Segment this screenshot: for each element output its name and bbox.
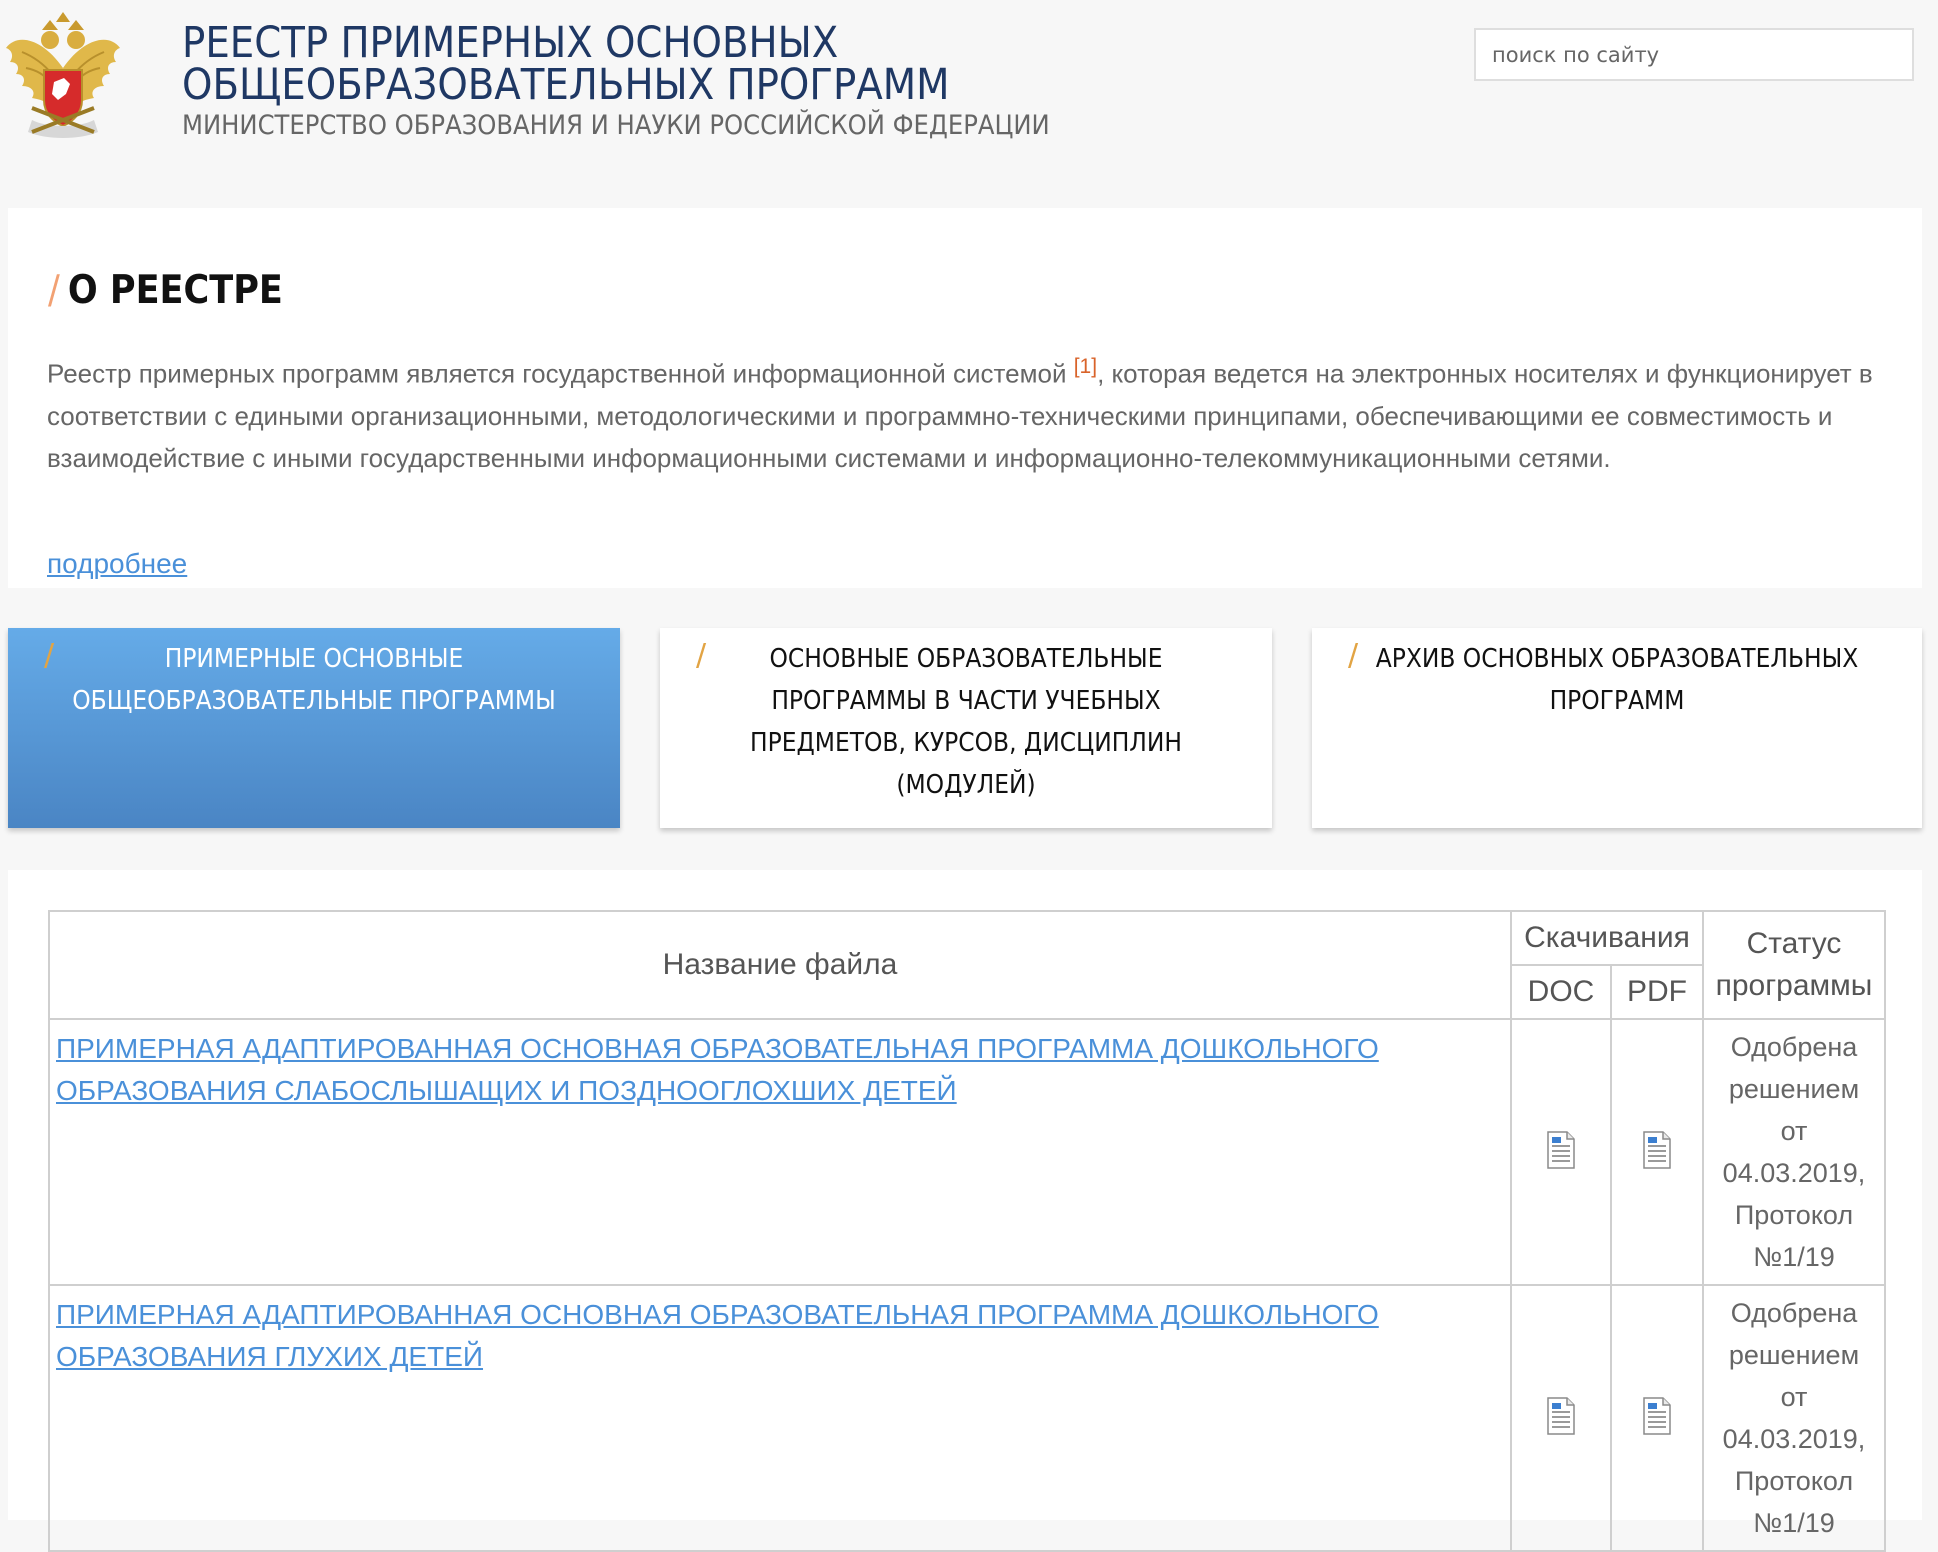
column-header-doc: DOC [1511, 965, 1611, 1019]
table-row [49, 1019, 1885, 1285]
card-sample-programs[interactable] [8, 628, 620, 828]
about-title-text: О РЕЕСТРЕ [67, 268, 283, 313]
pdf-download-document-icon[interactable] [1642, 1157, 1672, 1174]
card-slash-icon: / [1348, 638, 1359, 673]
program-link[interactable]: ПРИМЕРНАЯ АДАПТИРОВАННАЯ ОСНОВНАЯ ОБРАЗОВАТЕЛЬНАЯ ПРОГРАММА ДОШКОЛЬНОГО ОБРАЗОВАНИЯ СЛАБОСЛЫШАЩИХ И ПОЗДНООГЛОХШИХ ДЕТЕЙ [56, 1033, 1379, 1106]
doc-download-cell [1511, 1285, 1611, 1551]
files-section [8, 870, 1922, 1538]
pdf-download-document-icon[interactable] [1642, 1423, 1672, 1440]
card-slash-icon: / [44, 638, 55, 673]
table-row [49, 1285, 1885, 1551]
more-link[interactable]: подробнее [47, 548, 188, 579]
column-header-pdf: PDF [1611, 965, 1703, 1019]
card-subject-programs[interactable] [660, 628, 1272, 828]
status-cell: Одобрена решением от 04.03.2019, Протокол №1/19 [1703, 1019, 1885, 1285]
coat-of-arms-icon[interactable] [2, 8, 124, 148]
pdf-download-cell [1611, 1285, 1703, 1551]
site-header [0, 0, 1938, 195]
title-slash-icon: / [48, 268, 60, 313]
site-title-line-2: ОБЩЕОБРАЗОВАТЕЛЬНЫХ ПРОГРАММ [182, 60, 950, 110]
about-text-part-2: , которая ведется на электронных носителях и функционирует в соответствии с едиными организационными, методологическими и программно-техническими принципами, обеспечивающими ее совместимость и взаимодействие с иными государственными информационными системами и информационно-телекоммуникационными сетями. [47, 358, 1873, 473]
status-cell: Одобрена решением от 04.03.2019, Протокол №1/19 [1703, 1285, 1885, 1551]
doc-download-cell [1511, 1019, 1611, 1285]
footnote-ref[interactable]: [1] [1073, 355, 1098, 378]
card-label: ПРИМЕРНЫЕ ОСНОВНЫЕ ОБЩЕОБРАЗОВАТЕЛЬНЫЕ ПРОГРАММЫ [72, 644, 556, 716]
program-link[interactable]: ПРИМЕРНАЯ АДАПТИРОВАННАЯ ОСНОВНАЯ ОБРАЗОВАТЕЛЬНАЯ ПРОГРАММА ДОШКОЛЬНОГО ОБРАЗОВАНИЯ ГЛУХИХ ДЕТЕЙ [56, 1299, 1379, 1372]
search-input[interactable] [1474, 28, 1914, 81]
about-section [8, 208, 1922, 588]
card-slash-icon: / [696, 638, 707, 673]
site-title-line-1: РЕЕСТР ПРИМЕРНЫХ ОСНОВНЫХ [182, 18, 839, 68]
column-header-status: Статус программы [1703, 911, 1885, 1019]
about-text-part-1: Реестр примерных программ является государственной информационной системой [47, 358, 1074, 389]
pdf-download-cell [1611, 1019, 1703, 1285]
programs-table [48, 910, 1886, 1552]
card-label: ОСНОВНЫЕ ОБРАЗОВАТЕЛЬНЫЕ ПРОГРАММЫ В ЧАСТИ УЧЕБНЫХ ПРЕДМЕТОВ, КУРСОВ, ДИСЦИПЛИН (МОДУЛЕЙ) [750, 644, 1182, 800]
file-name-cell [49, 1019, 1511, 1285]
file-name-cell [49, 1285, 1511, 1551]
site-title [182, 18, 950, 110]
about-title [48, 268, 283, 313]
ministry-subtitle: МИНИСТЕРСТВО ОБРАЗОВАНИЯ И НАУКИ РОССИЙСКОЙ ФЕДЕРАЦИИ [182, 110, 1050, 141]
card-archive[interactable] [1312, 628, 1922, 828]
doc-download-document-icon[interactable] [1546, 1423, 1576, 1440]
column-header-downloads: Скачивания [1511, 911, 1703, 965]
doc-download-document-icon[interactable] [1546, 1157, 1576, 1174]
column-header-name: Название файла [49, 911, 1511, 1019]
card-label: АРХИВ ОСНОВНЫХ ОБРАЗОВАТЕЛЬНЫХ ПРОГРАММ [1375, 644, 1859, 716]
about-description [47, 346, 1922, 479]
